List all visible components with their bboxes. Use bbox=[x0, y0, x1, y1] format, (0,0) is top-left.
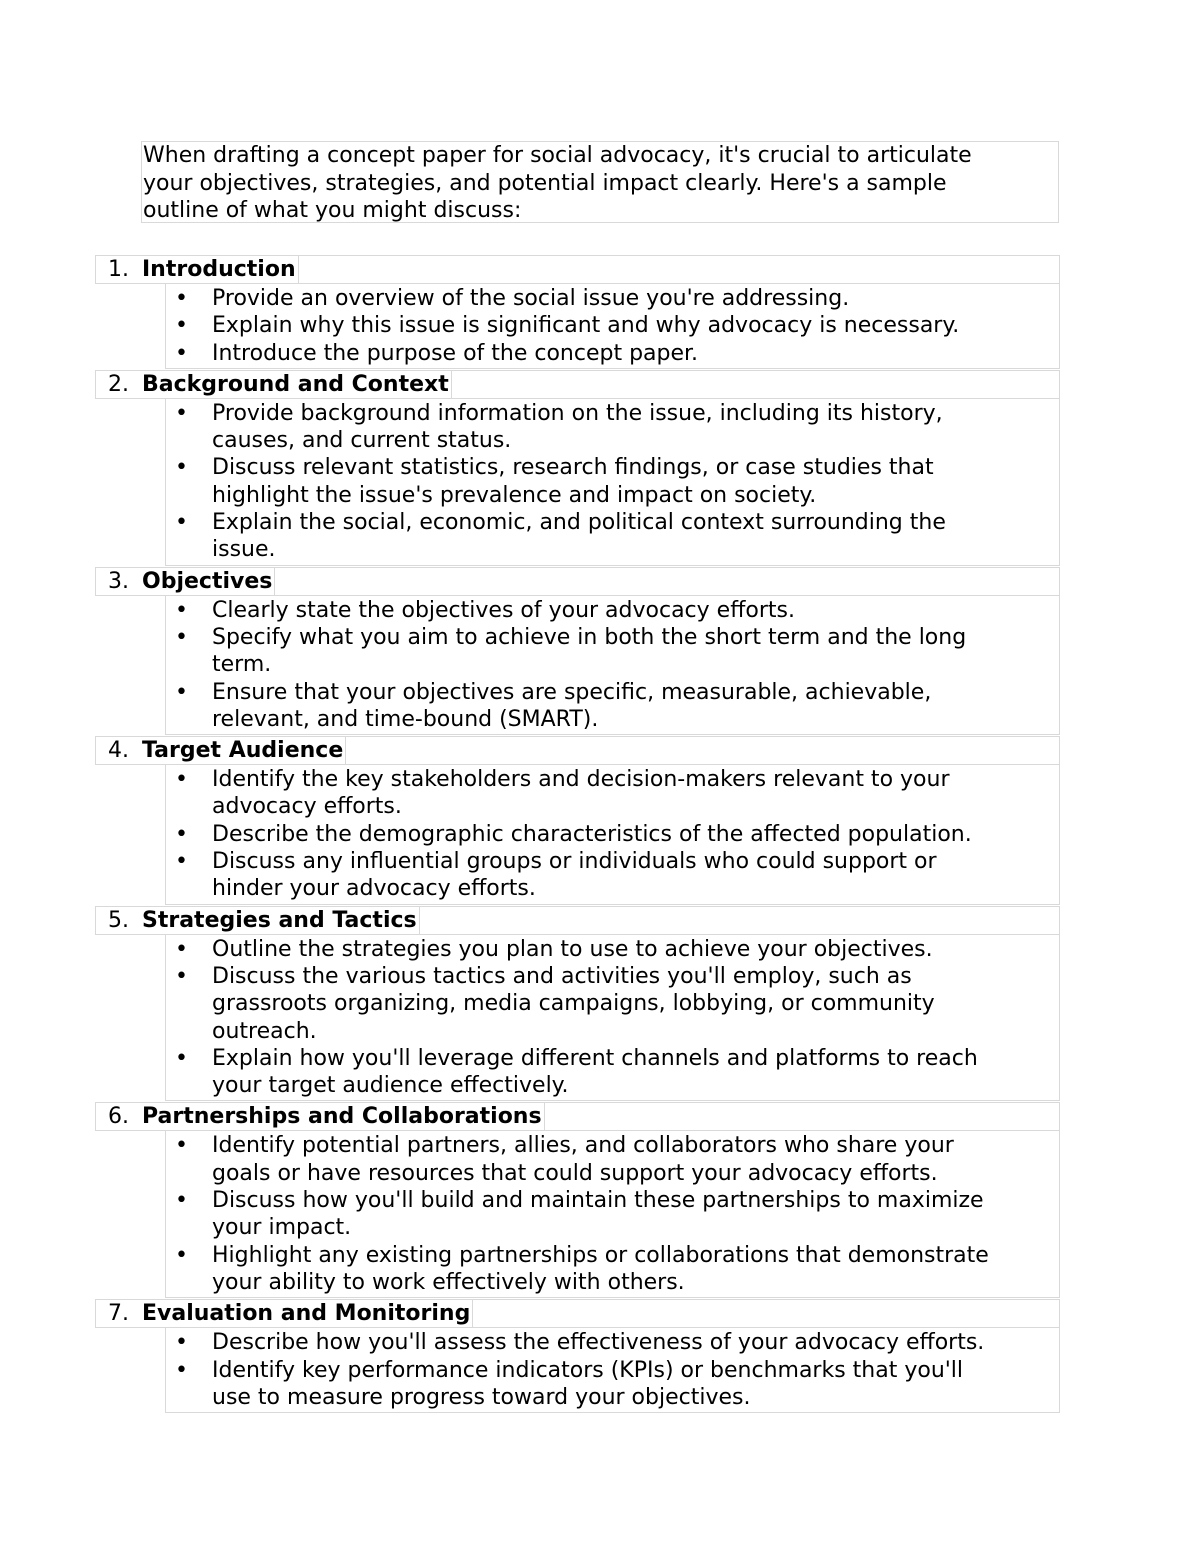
bullet-item bbox=[166, 1329, 1059, 1356]
bullet-item bbox=[166, 509, 1059, 564]
bullet-text-line: Clearly state the objectives of your advocacy efforts. bbox=[212, 597, 795, 623]
bullet-item bbox=[166, 963, 1059, 1045]
bullet-dot-icon: • bbox=[175, 455, 188, 481]
section-number: 2. bbox=[108, 371, 129, 397]
bullet-dot-icon: • bbox=[175, 510, 188, 536]
section-title: Background and Context bbox=[142, 371, 452, 398]
bullet-item bbox=[166, 597, 1059, 624]
bullet-text-line: issue. bbox=[212, 537, 276, 563]
outline-sections bbox=[95, 254, 1060, 1413]
bullet-text-line: Specify what you aim to achieve in both the short term and the long bbox=[212, 624, 967, 650]
bullet-text-line: Provide an overview of the social issue you're addressing. bbox=[212, 286, 850, 311]
bullet-item bbox=[166, 312, 1059, 339]
bullet-text-line: use to measure progress toward your objectives. bbox=[212, 1384, 751, 1410]
bullet-item bbox=[166, 821, 1059, 848]
bullet-text-line: highlight the issue's prevalence and impact on society. bbox=[212, 482, 817, 508]
bullet-item bbox=[166, 1187, 1059, 1242]
section-title: Objectives bbox=[142, 568, 275, 595]
section-heading bbox=[95, 1102, 1060, 1131]
bullet-dot-icon: • bbox=[175, 767, 188, 793]
bullet-text-line: relevant, and time-bound (SMART). bbox=[212, 706, 599, 732]
section-heading bbox=[95, 736, 1060, 765]
bullet-text-line: your impact. bbox=[212, 1215, 352, 1241]
section-number: 3. bbox=[108, 568, 129, 594]
bullet-text-line: your target audience effectively. bbox=[212, 1073, 569, 1099]
bullet-item bbox=[166, 1242, 1059, 1297]
bullet-text-line: your ability to work effectively with others. bbox=[212, 1269, 685, 1295]
bullet-text-line: Describe how you'll assess the effectiveness of your advocacy efforts. bbox=[212, 1330, 985, 1356]
bullet-text-line: Discuss the various tactics and activities you'll employ, such as bbox=[212, 963, 912, 989]
bullet-dot-icon: • bbox=[175, 1133, 188, 1159]
section-number: 7. bbox=[108, 1301, 129, 1327]
bullet-text-line: Discuss any influential groups or individuals who could support or bbox=[212, 849, 937, 875]
bullet-item bbox=[166, 400, 1059, 455]
bullet-dot-icon: • bbox=[175, 1188, 188, 1214]
section-number: 4. bbox=[108, 738, 129, 764]
bullet-list bbox=[165, 596, 1060, 735]
bullet-item bbox=[166, 679, 1059, 734]
bullet-dot-icon: • bbox=[175, 286, 188, 311]
section-heading bbox=[95, 370, 1060, 399]
section-title: Target Audience bbox=[142, 737, 346, 764]
bullet-list bbox=[165, 765, 1060, 904]
section-number: 1. bbox=[108, 257, 129, 282]
section-title: Introduction bbox=[142, 256, 299, 283]
bullet-item bbox=[166, 285, 1059, 312]
section-heading bbox=[95, 1299, 1060, 1328]
section-heading bbox=[95, 255, 1060, 284]
bullet-text-line: Describe the demographic characteristics of the affected population. bbox=[212, 821, 972, 847]
intro-paragraph bbox=[141, 141, 1059, 223]
bullet-list bbox=[165, 935, 1060, 1102]
bullet-dot-icon: • bbox=[175, 597, 188, 623]
section-title: Partnerships and Collaborations bbox=[142, 1103, 545, 1130]
bullet-item bbox=[166, 766, 1059, 821]
bullet-text-line: Identify the key stakeholders and decision-makers relevant to your bbox=[212, 767, 950, 793]
bullet-item bbox=[166, 1357, 1059, 1412]
bullet-text-line: Highlight any existing partnerships or collaborations that demonstrate bbox=[212, 1242, 989, 1268]
bullet-dot-icon: • bbox=[175, 624, 188, 650]
bullet-text-line: Introduce the purpose of the concept paper. bbox=[212, 340, 699, 366]
bullet-dot-icon: • bbox=[175, 400, 188, 426]
bullet-dot-icon: • bbox=[175, 313, 188, 339]
bullet-dot-icon: • bbox=[175, 1357, 188, 1383]
intro-line: outline of what you might discuss: bbox=[143, 198, 522, 223]
intro-line: When drafting a concept paper for social advocacy, it's crucial to articulate bbox=[143, 143, 972, 168]
bullet-text-line: advocacy efforts. bbox=[212, 794, 402, 820]
bullet-item bbox=[166, 624, 1059, 679]
bullet-item bbox=[166, 1132, 1059, 1187]
bullet-text-line: Explain the social, economic, and political context surrounding the bbox=[212, 510, 946, 536]
bullet-list bbox=[165, 1131, 1060, 1298]
bullet-list bbox=[165, 399, 1060, 566]
bullet-dot-icon: • bbox=[175, 340, 188, 366]
bullet-text-line: grassroots organizing, media campaigns, lobbying, or community bbox=[212, 991, 935, 1017]
bullet-text-line: term. bbox=[212, 652, 272, 678]
section-number: 5. bbox=[108, 907, 129, 933]
bullet-text-line: Identify potential partners, allies, and collaborators who share your bbox=[212, 1133, 954, 1159]
bullet-text-line: Identify key performance indicators (KPIs) or benchmarks that you'll bbox=[212, 1357, 964, 1383]
bullet-dot-icon: • bbox=[175, 936, 188, 962]
section-title: Strategies and Tactics bbox=[142, 907, 420, 934]
bullet-dot-icon: • bbox=[175, 679, 188, 705]
bullet-dot-icon: • bbox=[175, 849, 188, 875]
section-heading bbox=[95, 567, 1060, 596]
bullet-dot-icon: • bbox=[175, 1242, 188, 1268]
bullet-text-line: outreach. bbox=[212, 1018, 317, 1044]
bullet-item bbox=[166, 454, 1059, 509]
bullet-text-line: Explain why this issue is significant and why advocacy is necessary. bbox=[212, 313, 960, 339]
bullet-text-line: Provide background information on the issue, including its history, bbox=[212, 400, 943, 426]
section-heading bbox=[95, 906, 1060, 935]
bullet-dot-icon: • bbox=[175, 821, 188, 847]
bullet-text-line: Discuss relevant statistics, research findings, or case studies that bbox=[212, 455, 934, 481]
bullet-item bbox=[166, 340, 1059, 367]
bullet-text-line: goals or have resources that could support your advocacy efforts. bbox=[212, 1160, 938, 1186]
bullet-item bbox=[166, 848, 1059, 903]
bullet-list bbox=[165, 1328, 1060, 1413]
bullet-dot-icon: • bbox=[175, 1330, 188, 1356]
bullet-dot-icon: • bbox=[175, 963, 188, 989]
bullet-text-line: Ensure that your objectives are specific, measurable, achievable, bbox=[212, 679, 932, 705]
bullet-text-line: Explain how you'll leverage different channels and platforms to reach bbox=[212, 1045, 978, 1071]
section-number: 6. bbox=[108, 1104, 129, 1130]
bullet-item bbox=[166, 1045, 1059, 1100]
bullet-text-line: Outline the strategies you plan to use to achieve your objectives. bbox=[212, 936, 933, 962]
bullet-text-line: hinder your advocacy efforts. bbox=[212, 876, 536, 902]
intro-line: your objectives, strategies, and potential impact clearly. Here's a sample bbox=[143, 170, 947, 196]
bullet-text-line: causes, and current status. bbox=[212, 428, 512, 454]
section-title: Evaluation and Monitoring bbox=[142, 1300, 473, 1327]
bullet-text-line: Discuss how you'll build and maintain these partnerships to maximize bbox=[212, 1188, 984, 1214]
bullet-dot-icon: • bbox=[175, 1045, 188, 1071]
bullet-item bbox=[166, 936, 1059, 963]
bullet-list bbox=[165, 284, 1060, 369]
